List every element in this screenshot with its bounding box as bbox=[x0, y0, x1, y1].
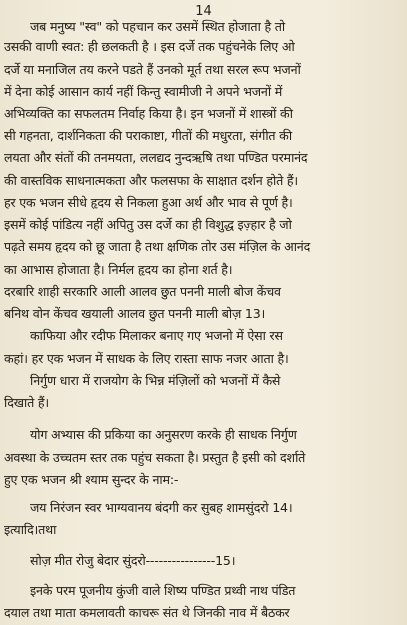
text-line: कहां। हर एक भजन में साधक के लिए रास्ता साफ नजर आता है। bbox=[4, 351, 289, 366]
verse-line: दरबारि शाही सरकारि आली आलव छुत पननी माली बोज केंचव bbox=[4, 284, 281, 299]
text-line: लयता और संतों की तनमयता, ललद्यद नुन्दऋषि तथा पण्डित परमानंद bbox=[4, 150, 308, 165]
text-line: इत्यादि।तथा bbox=[4, 522, 57, 537]
text-line: दयाल तथा माता कमलावती काचरू संत थे जिनकी नाव में बैठकर bbox=[4, 605, 290, 620]
text-line: सी गहनता, दार्शनिकता की पराकाष्टा, गीतों की मधुरता, संगीत की bbox=[4, 128, 292, 143]
verse-line: बनिथ वोन केंचव खयाली आलव छुत पननी माली बोज़ 13। bbox=[4, 306, 266, 321]
text-line: इसमें कोई पांडित्य नहीं अपितु उस दर्जे का ही विशुद्ध इज़्हार है जो bbox=[4, 217, 292, 232]
verse-line: जय निरंजन स्वर भाग्यवानय बंदगी कर सुबह शामसुंदरो 14। bbox=[30, 500, 293, 515]
text-line: काफिया और रदीफ मिलाकर बनाए गए भजनो में ऐसा रस bbox=[30, 328, 283, 343]
text-line: पढ़ते समय हृदय को छू जाता है तथा क्षणिक तोर उस मंज़िल के आनंद bbox=[4, 239, 311, 254]
text-line: अभिव्यक्ति का सफलतम निर्वाह किया है। इन भजनों में शास्त्रों की bbox=[4, 106, 293, 121]
text-line: जब मनुष्य "स्व" को पहचान कर उसमें स्थित होजाता है तो bbox=[30, 19, 285, 34]
verse-line: सोज़ मीत रोजु बेदार सुंदरो----------------15। bbox=[30, 553, 236, 568]
text-line: का आभास होजाता है। निर्मल हृदय का होना शर्त है। bbox=[4, 262, 233, 277]
text-line: दर्जे या मनाजिल तय करने पडते हैं उनको मूर्त तथा सरल रूप भजनों bbox=[4, 62, 301, 77]
text-line: हुए एक भजन श्री श्याम सुन्दर के नाम:- bbox=[4, 472, 179, 487]
text-line: की वास्तविक साधनात्मकता और फलसफा के साक्षात दर्शन होते हैं। bbox=[4, 173, 298, 188]
text-line: दिखाते हैं। bbox=[4, 395, 49, 410]
text-line: में देना कोई आसान कार्य नहीं किन्तु स्वामीजी ने अपने भजनों में bbox=[4, 84, 283, 99]
text-line: हर एक भजन सीधे हृदय से निकला हुआ अर्थ और भाव से पूर्ण है। bbox=[4, 195, 293, 210]
text-line: योग अभ्यास की प्रकिया का अनुसरण करके ही साधक निर्गुण bbox=[30, 427, 297, 442]
text-line: अवस्था के उच्चतम स्तर तक पहुंच सकता है। प्रस्तुत है इसी को दर्शाते bbox=[4, 450, 306, 465]
text-line: इनके परम पूजनीय कुंजी वाले शिष्य पण्डित प्रथ्वी नाथ पंडित bbox=[30, 583, 296, 598]
text-line: उसकी वाणी स्वत: ही छलकती है । इस दर्जे तक पहुंचनेके लिए ओ bbox=[4, 39, 295, 54]
page-number: 14 bbox=[195, 4, 212, 19]
text-line: निर्गुण धारा में राजयोग के भिन्न मंज़िलों को भजनों में कैसे bbox=[30, 373, 281, 388]
